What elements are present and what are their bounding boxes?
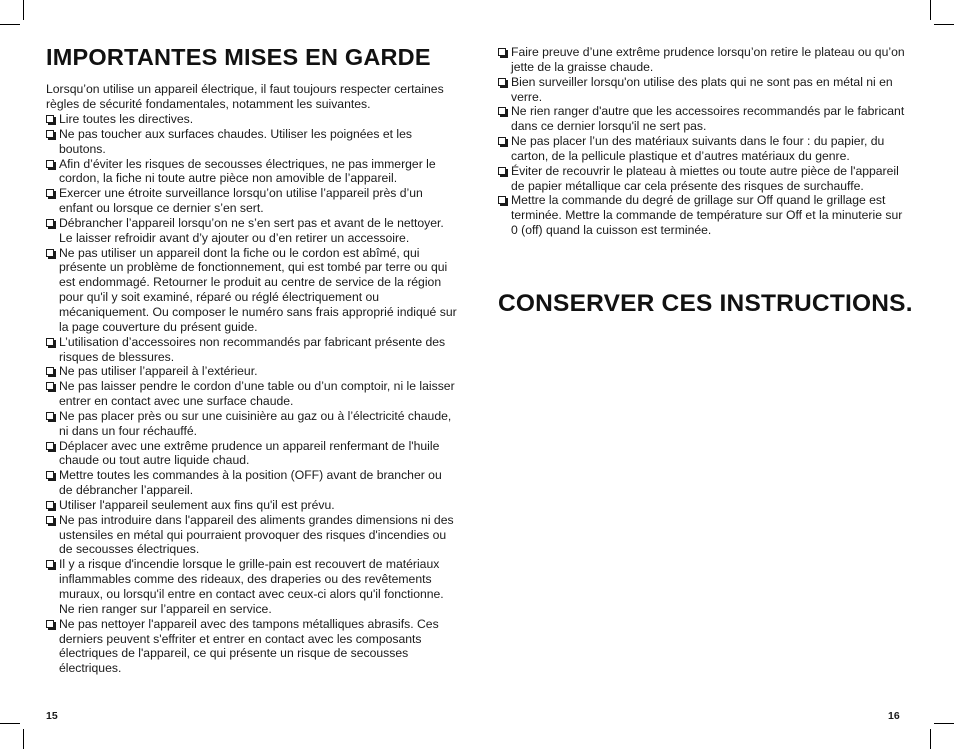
list-item xyxy=(46,468,458,498)
list-item xyxy=(46,364,458,379)
checkbox-bullet-icon xyxy=(46,249,54,257)
checkbox-bullet-icon xyxy=(46,501,54,509)
list-item xyxy=(46,246,458,335)
list-item xyxy=(46,498,458,513)
list-item-text: Ne pas introduire dans l'appareil des aliments grandes dimensions ni des ustensiles en métal qui pourraient provoquer des risques d'incendies ou de secousses électriques. xyxy=(59,512,454,557)
list-item-text: Ne pas placer près ou sur une cuisinière au gaz ou à l’électricité chaude, ni dans un four réchauffé. xyxy=(59,408,452,438)
list-item xyxy=(46,439,458,469)
list-item-text: Ne pas placer l’un des matériaux suivants dans le four : du papier, du carton, de la pellicule plastique et d’autres matériaux du genre. xyxy=(511,134,885,163)
crop-mark xyxy=(930,0,931,20)
crop-mark xyxy=(23,729,24,749)
list-item-text: Bien surveiller lorsqu'on utilise des plats qui ne sont pas en métal ni en verre. xyxy=(511,74,893,104)
list-item-text: Ne pas nettoyer l'appareil avec des tampons métalliques abrasifs. Ces derniers peuvent s'effriter et entrer en contact avec les composants électriques de l'appareil, ce qui présente un risque de secousses électriques. xyxy=(59,616,439,676)
list-item-text: Mettre toutes les commandes à la position (OFF) avant de brancher ou de débrancher l’appareil. xyxy=(59,468,442,498)
list-item xyxy=(498,134,910,164)
list-item xyxy=(498,75,910,105)
crop-mark xyxy=(0,24,20,25)
safety-list-left xyxy=(46,112,458,676)
list-item xyxy=(46,216,458,246)
checkbox-bullet-icon xyxy=(498,167,506,175)
list-item xyxy=(46,409,458,439)
checkbox-bullet-icon xyxy=(46,189,54,197)
list-item-text: Afin d’éviter les risques de secousses électriques, ne pas immerger le cordon, la fiche ni toute autre pièce non amovible de l’appareil. xyxy=(59,156,436,186)
list-item-text: Faire preuve d’une extrême prudence lorsqu’on retire le plateau ou qu’on jette de la graisse chaude. xyxy=(511,45,905,74)
list-item xyxy=(46,127,458,157)
checkbox-bullet-icon xyxy=(498,137,506,145)
checkbox-bullet-icon xyxy=(46,367,54,375)
list-item xyxy=(498,164,910,194)
intro-paragraph: Lorsqu’on utilise un appareil électrique, il faut toujours respecter certaines règles de sécurité fondamentales, notamment les suivantes. xyxy=(46,82,444,111)
crop-mark xyxy=(934,24,954,25)
crop-mark xyxy=(930,729,931,749)
list-item-text: Exercer une étroite surveillance lorsqu’on utilise l’appareil près d’un enfant ou lorsque ce dernier s’en sert. xyxy=(59,186,423,216)
list-item-text: L’utilisation d’accessoires non recommandés par fabricant présente des risques de blessures. xyxy=(59,334,446,364)
list-item-text: Ne pas utiliser un appareil dont la fiche ou le cordon est abîmé, qui présente un problème de fonctionnement, qui est tombé par terre ou qui est endommagé. Retourner le produit au centre de service de la région pour qu'il y soit examiné, réparé ou réglé électriquement ou mécaniquement. Ou composer le numéro sans frais approprié indiqué sur la page couverture du présent guide. xyxy=(59,245,457,334)
page-number-left: 15 xyxy=(46,710,58,722)
list-item xyxy=(46,513,458,558)
checkbox-bullet-icon xyxy=(498,196,506,204)
checkbox-bullet-icon xyxy=(46,516,54,524)
crop-mark xyxy=(23,0,24,20)
list-item-text: Ne pas utiliser l’appareil à l’extérieur. xyxy=(59,364,258,379)
list-item xyxy=(498,104,910,134)
checkbox-bullet-icon xyxy=(46,130,54,138)
list-item xyxy=(498,45,910,75)
checkbox-bullet-icon xyxy=(498,78,506,86)
checkbox-bullet-icon xyxy=(46,160,54,168)
closing-heading: CONSERVER CES INSTRUCTIONS. xyxy=(498,290,913,317)
checkbox-bullet-icon xyxy=(46,412,54,420)
list-item-text: Ne rien ranger d'autre que les accessoires recommandés par le fabricant dans ce dernier lorsqu'il ne sert pas. xyxy=(511,104,905,134)
page-title: IMPORTANTES MISES EN GARDE xyxy=(46,44,431,70)
safety-list-right xyxy=(498,45,910,238)
checkbox-bullet-icon xyxy=(46,115,54,123)
list-item xyxy=(46,557,458,616)
checkbox-bullet-icon xyxy=(498,48,506,56)
list-item-text: Débrancher l’appareil lorsqu’on ne s’en sert pas et avant de le nettoyer. Le laisser refroidir avant d’y ajouter ou d’en retirer un accessoire. xyxy=(59,215,444,245)
checkbox-bullet-icon xyxy=(46,219,54,227)
checkbox-bullet-icon xyxy=(46,442,54,450)
crop-mark xyxy=(934,723,954,724)
list-item xyxy=(46,379,458,409)
list-item-text: Déplacer avec une extrême prudence un appareil renfermant de l'huile chaude ou tout autre liquide chaud. xyxy=(59,438,440,468)
list-item xyxy=(46,617,458,676)
checkbox-bullet-icon xyxy=(498,107,506,115)
list-item-text: Utiliser l'appareil seulement aux fins qu'il est prévu. xyxy=(59,497,335,512)
list-item-text: Éviter de recouvrir le plateau à miettes ou toute autre pièce de l'appareil de papier métallique car cela présente des risques de surchauffe. xyxy=(511,163,899,193)
checkbox-bullet-icon xyxy=(46,560,54,568)
list-item xyxy=(46,157,458,187)
list-item-text: Ne pas toucher aux surfaces chaudes. Utiliser les poignées et les boutons. xyxy=(59,126,412,156)
list-item xyxy=(498,193,910,238)
checkbox-bullet-icon xyxy=(46,620,54,628)
crop-mark xyxy=(0,723,20,724)
checkbox-bullet-icon xyxy=(46,382,54,390)
list-item-text: Lire toutes les directives. xyxy=(59,112,194,126)
page-number-right: 16 xyxy=(888,710,900,722)
list-item xyxy=(46,335,458,365)
list-item xyxy=(46,112,458,127)
list-item-text: Ne pas laisser pendre le cordon d’une table ou d’un comptoir, ni le laisser entrer en contact avec une surface chaude. xyxy=(59,379,455,409)
list-item xyxy=(46,186,458,216)
checkbox-bullet-icon xyxy=(46,471,54,479)
list-item-text: Il y a risque d'incendie lorsque le grille-pain est recouvert de matériaux inflammables comme des rideaux, des draperies ou des revêtements muraux, ou lorsqu'il entre en contact avec ceux-ci alors qu'il fonctionne. Ne rien ranger sur l’appareil en service. xyxy=(59,557,444,616)
list-item-text: Mettre la commande du degré de grillage sur Off quand le grillage est terminée. Mettre la commande de température sur Off et la minuterie sur 0 (off) quand la cuisson est terminée. xyxy=(511,193,903,238)
checkbox-bullet-icon xyxy=(46,338,54,346)
